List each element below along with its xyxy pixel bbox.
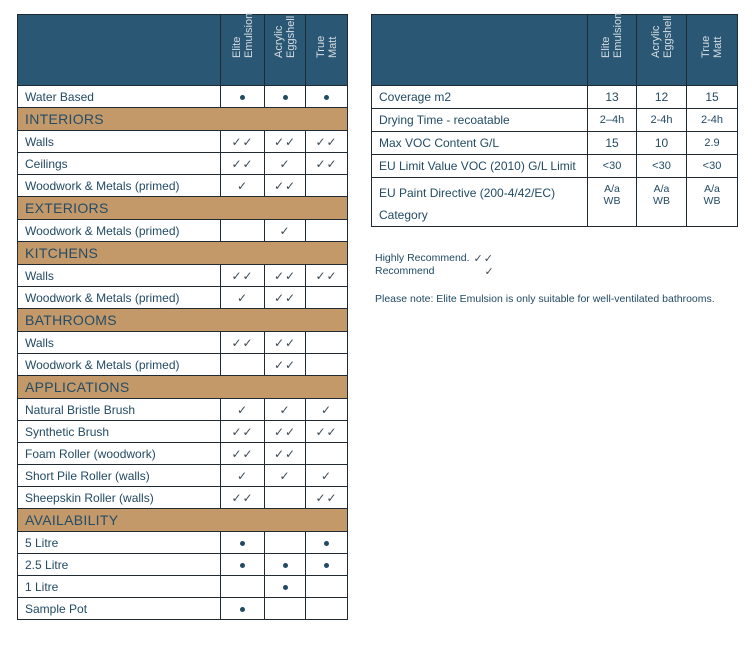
section-header-row xyxy=(18,376,348,399)
double-check-icon: ✓✓ xyxy=(273,335,297,350)
double-check-icon: ✓✓ xyxy=(273,424,297,439)
bullet-icon xyxy=(240,541,245,546)
value-cell xyxy=(265,532,306,554)
table-row xyxy=(18,265,348,287)
value-cell xyxy=(265,443,306,465)
section-title: AVAILABILITY xyxy=(18,509,348,532)
value-cell xyxy=(221,598,265,620)
row-label: Walls xyxy=(18,265,221,287)
double-check-icon: ✓✓ xyxy=(315,268,338,283)
legend-highly-recommend-label: Highly Recommend. xyxy=(375,252,470,264)
header-label: True Matt xyxy=(700,35,724,58)
row-label: EU Paint Directive (200-4/42/EC) Category xyxy=(372,178,588,227)
value-cell xyxy=(265,153,306,175)
value-cell xyxy=(265,332,306,354)
value-cell xyxy=(306,131,348,153)
value-cell xyxy=(265,86,306,108)
legend-recommend-label: Recommend xyxy=(375,265,435,277)
double-check-icon: ✓✓ xyxy=(231,490,254,505)
value-cell xyxy=(306,487,348,509)
value-cell xyxy=(221,532,265,554)
bullet-icon xyxy=(324,95,329,100)
table-row xyxy=(372,109,738,132)
value-cell: 2–4h xyxy=(588,109,637,132)
value-cell: 12 xyxy=(637,86,687,109)
row-label: Drying Time - recoatable xyxy=(372,109,588,132)
header-true-matt xyxy=(687,15,738,86)
row-label: Walls xyxy=(18,131,221,153)
row-label: Woodwork & Metals (primed) xyxy=(18,175,221,197)
row-label: 1 Litre xyxy=(18,576,221,598)
table-row xyxy=(18,399,348,421)
table-row xyxy=(372,178,738,227)
value-cell xyxy=(687,178,738,227)
check-icon: ✓ xyxy=(279,223,291,238)
section-title: EXTERIORS xyxy=(18,197,348,220)
value-cell xyxy=(265,465,306,487)
check-icon: ✓ xyxy=(236,290,249,305)
row-label: 5 Litre xyxy=(18,532,221,554)
double-check-icon: ✓✓ xyxy=(473,252,494,265)
legend xyxy=(375,252,495,278)
row-label: 2.5 Litre xyxy=(18,554,221,576)
table-row xyxy=(18,332,348,354)
value-cell: <30 xyxy=(687,155,738,178)
row-label: Water Based xyxy=(18,86,221,108)
row-label: Short Pile Roller (walls) xyxy=(18,465,221,487)
table-row xyxy=(18,598,348,620)
table-row xyxy=(18,465,348,487)
double-check-icon: ✓✓ xyxy=(273,134,297,149)
row-label: Coverage m2 xyxy=(372,86,588,109)
value-cell xyxy=(265,554,306,576)
ventilation-note: Please note: Elite Emulsion is only suitable for well-ventilated bathrooms. xyxy=(375,293,715,305)
check-icon: ✓ xyxy=(320,468,333,483)
check-icon: ✓ xyxy=(279,468,291,483)
table-header-row xyxy=(372,15,738,86)
row-label: Sample Pot xyxy=(18,598,221,620)
table-row xyxy=(18,220,348,242)
value-cell xyxy=(221,86,265,108)
header-blank-cell xyxy=(18,15,221,86)
value-cell xyxy=(306,354,348,376)
header-acrylic-eggshell xyxy=(265,15,306,86)
bullet-icon xyxy=(324,541,329,546)
row-label: Synthetic Brush xyxy=(18,421,221,443)
table-row xyxy=(372,86,738,109)
double-check-icon: ✓✓ xyxy=(273,178,297,193)
table-row xyxy=(18,175,348,197)
check-icon: ✓ xyxy=(279,156,291,171)
section-header-row xyxy=(18,309,348,332)
bullet-icon xyxy=(283,585,288,590)
value-cell: <30 xyxy=(637,155,687,178)
row-label: Woodwork & Metals (primed) xyxy=(18,287,221,309)
value-cell: 2-4h xyxy=(687,109,738,132)
header-blank-cell xyxy=(372,15,588,86)
table-row xyxy=(18,354,348,376)
value-cell xyxy=(637,178,687,227)
bullet-icon xyxy=(283,95,288,100)
table-row xyxy=(18,153,348,175)
value-cell xyxy=(221,354,265,376)
table-row xyxy=(18,86,348,108)
value-cell xyxy=(265,220,306,242)
double-check-icon: ✓✓ xyxy=(231,446,254,461)
value-cell xyxy=(306,287,348,309)
value-cell xyxy=(221,287,265,309)
double-check-icon: ✓✓ xyxy=(273,357,297,372)
value-cell xyxy=(221,554,265,576)
header-true-matt xyxy=(306,15,348,86)
double-check-icon: ✓✓ xyxy=(231,134,254,149)
header-label: Elite Emulsion xyxy=(230,12,255,58)
row-label: Natural Bristle Brush xyxy=(18,399,221,421)
value-cell xyxy=(306,421,348,443)
bullet-icon xyxy=(240,563,245,568)
check-icon: ✓ xyxy=(236,468,249,483)
product-suitability-table xyxy=(17,14,348,620)
value-cell xyxy=(306,399,348,421)
double-check-icon: ✓✓ xyxy=(273,446,297,461)
section-header-row xyxy=(18,108,348,131)
value-cell xyxy=(265,487,306,509)
section-title: APPLICATIONS xyxy=(18,376,348,399)
value-cell xyxy=(306,265,348,287)
value-cell xyxy=(221,465,265,487)
value-cell xyxy=(221,576,265,598)
value-cell: 10 xyxy=(637,132,687,155)
section-title: INTERIORS xyxy=(18,108,348,131)
double-check-icon: ✓✓ xyxy=(273,290,297,305)
row-label: Walls xyxy=(18,332,221,354)
value-cell xyxy=(306,598,348,620)
check-icon: ✓ xyxy=(320,402,333,417)
value-cell xyxy=(221,175,265,197)
bullet-icon xyxy=(240,607,245,612)
double-check-icon: ✓✓ xyxy=(315,424,338,439)
double-check-icon: ✓✓ xyxy=(315,134,338,149)
value-cell: <30 xyxy=(588,155,637,178)
value-cell: 13 xyxy=(588,86,637,109)
value-cell xyxy=(265,131,306,153)
value-cell xyxy=(265,421,306,443)
value-cell xyxy=(265,265,306,287)
section-header-row xyxy=(18,197,348,220)
double-check-icon: ✓✓ xyxy=(231,335,254,350)
double-check-icon: ✓✓ xyxy=(231,156,254,171)
value-cell xyxy=(306,86,348,108)
header-acrylic-eggshell xyxy=(637,15,687,86)
row-label: Max VOC Content G/L xyxy=(372,132,588,155)
table-row xyxy=(18,532,348,554)
value-cell xyxy=(306,153,348,175)
table-header-row xyxy=(18,15,348,86)
table-row xyxy=(18,421,348,443)
value-cell xyxy=(306,443,348,465)
bullet-icon xyxy=(283,563,288,568)
value-cell: 15 xyxy=(588,132,637,155)
value-cell xyxy=(221,131,265,153)
value-cell xyxy=(306,532,348,554)
value-cell xyxy=(221,399,265,421)
value-cell xyxy=(306,220,348,242)
value-cell xyxy=(221,220,265,242)
value-cell xyxy=(306,576,348,598)
value-cell: 2.9 xyxy=(687,132,738,155)
value-cell xyxy=(265,576,306,598)
value-cell xyxy=(265,175,306,197)
table-row xyxy=(372,132,738,155)
check-icon: ✓ xyxy=(236,402,249,417)
section-title: KITCHENS xyxy=(18,242,348,265)
value-cell xyxy=(306,332,348,354)
header-label: Acrylic Eggshell xyxy=(273,15,297,58)
value-cell xyxy=(221,332,265,354)
check-icon: ✓ xyxy=(236,178,249,193)
section-header-row xyxy=(18,509,348,532)
value-cell xyxy=(221,487,265,509)
bullet-icon xyxy=(240,95,245,100)
value-cell xyxy=(588,178,637,227)
header-label: True Matt xyxy=(314,35,339,58)
table-row xyxy=(18,287,348,309)
section-title: BATHROOMS xyxy=(18,309,348,332)
table-row xyxy=(18,487,348,509)
section-header-row xyxy=(18,242,348,265)
row-label: Woodwork & Metals (primed) xyxy=(18,220,221,242)
check-icon: ✓ xyxy=(484,265,495,278)
header-elite-emulsion xyxy=(221,12,265,86)
table-row xyxy=(18,443,348,465)
row-label: Woodwork & Metals (primed) xyxy=(18,354,221,376)
row-label: Ceilings xyxy=(18,153,221,175)
table-row xyxy=(18,131,348,153)
table-row xyxy=(18,576,348,598)
double-check-icon: ✓✓ xyxy=(231,268,254,283)
header-label: Acrylic Eggshell xyxy=(649,15,674,58)
header-elite-emulsion xyxy=(588,12,637,86)
bullet-icon xyxy=(324,563,329,568)
double-check-icon: ✓✓ xyxy=(273,268,297,283)
value-cell xyxy=(221,421,265,443)
double-check-icon: ✓✓ xyxy=(231,424,254,439)
value-cell xyxy=(265,598,306,620)
value-cell xyxy=(221,443,265,465)
value-cell xyxy=(265,287,306,309)
category-value: A/a WB xyxy=(653,183,670,207)
category-value: A/a WB xyxy=(603,183,621,207)
table-row xyxy=(18,554,348,576)
value-cell xyxy=(265,399,306,421)
double-check-icon: ✓✓ xyxy=(315,490,338,505)
row-label: EU Limit Value VOC (2010) G/L Limit xyxy=(372,155,588,178)
technical-data-table xyxy=(371,14,738,227)
value-cell xyxy=(306,175,348,197)
header-label: Elite Emulsion xyxy=(600,12,624,58)
value-cell: 15 xyxy=(687,86,738,109)
value-cell xyxy=(265,354,306,376)
category-value: A/a WB xyxy=(703,183,721,207)
value-cell xyxy=(221,265,265,287)
row-label: Foam Roller (woodwork) xyxy=(18,443,221,465)
table-row xyxy=(372,155,738,178)
value-cell xyxy=(221,153,265,175)
check-icon: ✓ xyxy=(279,402,291,417)
row-label: Sheepskin Roller (walls) xyxy=(18,487,221,509)
double-check-icon: ✓✓ xyxy=(315,156,338,171)
value-cell xyxy=(306,465,348,487)
value-cell xyxy=(306,554,348,576)
value-cell: 2-4h xyxy=(637,109,687,132)
